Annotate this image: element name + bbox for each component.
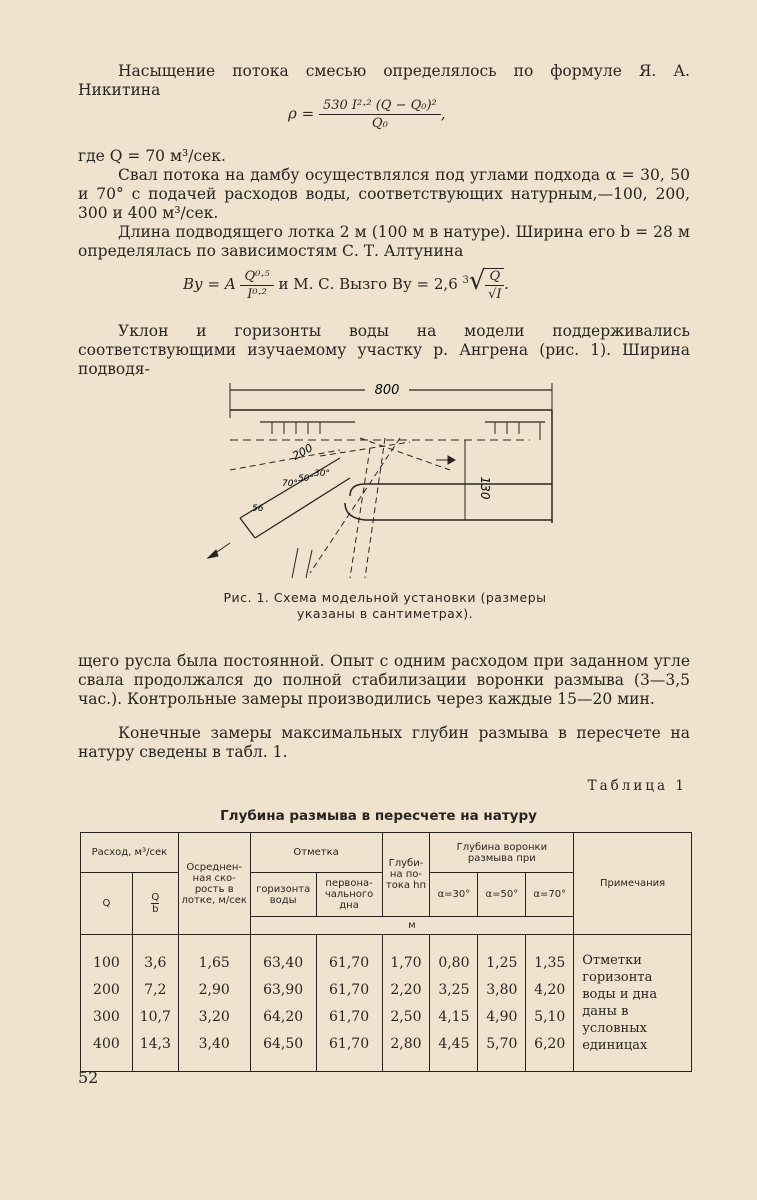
table-number: Таблица 1 bbox=[587, 778, 687, 794]
table-cell: 2,20 bbox=[382, 976, 430, 1003]
formula-tail: , bbox=[440, 104, 446, 123]
formula-altunin bbox=[183, 266, 509, 302]
dim-130-label: 130 bbox=[478, 476, 492, 500]
inclined-flume bbox=[240, 458, 350, 538]
flow-arrows bbox=[208, 456, 455, 578]
formula-denominator: Q₀ bbox=[371, 116, 388, 131]
paragraph-1: Насыщение потока смесью определялось по формуле Я. А. Никитина bbox=[78, 62, 690, 99]
table-cell: 3,6 bbox=[132, 949, 178, 976]
header-a70: α=70° bbox=[526, 873, 574, 917]
formula2-tail: . bbox=[504, 275, 509, 293]
table-cell: 63,40 bbox=[250, 949, 316, 976]
table-cell: 1,70 bbox=[382, 949, 430, 976]
table-cell: 300 bbox=[81, 1003, 133, 1030]
table-cell: 5,10 bbox=[526, 1003, 574, 1030]
table-cell: 3,20 bbox=[178, 1003, 250, 1030]
dim-200-label: 200 bbox=[290, 441, 315, 463]
formula2-den2: √I bbox=[488, 287, 502, 302]
header-a30: α=30° bbox=[430, 873, 478, 917]
header-depth: Глуби-на по-тока hп bbox=[382, 833, 430, 917]
table-cell: 1,35 bbox=[526, 949, 574, 976]
hatch-left bbox=[272, 422, 540, 440]
paragraph-where: где Q = 70 м³/сек. bbox=[78, 147, 226, 165]
figure-model-setup bbox=[200, 378, 570, 588]
header-a50: α=50° bbox=[478, 873, 526, 917]
header-q: Q bbox=[81, 873, 133, 935]
table-cell: 400 bbox=[81, 1030, 133, 1057]
table-cell: 61,70 bbox=[316, 1003, 382, 1030]
formula-nikitin bbox=[288, 98, 446, 131]
paragraph-2: Свал потока на дамбу осуществлялся под углами подхода α = 30, 50 и 70° с подачей расходов воды, соответствующих натурным,—100, 200, 300 и 400 м³/сек. bbox=[78, 166, 690, 222]
table-cell: 3,80 bbox=[478, 976, 526, 1003]
header-unit-m: м bbox=[250, 917, 574, 935]
header-q-b-den: b bbox=[152, 904, 159, 915]
table-cell: 1,25 bbox=[478, 949, 526, 976]
angle-70-label: 70° bbox=[282, 479, 298, 489]
formula2-mid: и М. С. Вызго Bу = 2,6 bbox=[278, 275, 458, 293]
formula2-lhs: Bу = A bbox=[183, 275, 236, 293]
table-cell: 61,70 bbox=[316, 949, 382, 976]
dim-800-label: 800 bbox=[374, 383, 400, 398]
table-cell: 4,90 bbox=[478, 1003, 526, 1030]
table-cell: 2,50 bbox=[382, 1003, 430, 1030]
paragraph-3: Длина подводящего лотка 2 м (100 м в натуре). Ширина его b = 28 м определялась по зависимостям С. Т. Алтунина bbox=[78, 223, 690, 260]
formula-lhs: ρ = bbox=[288, 104, 315, 123]
paragraph-6: Конечные замеры максимальных глубин размыва в пересчете на натуру сведены в табл. 1. bbox=[78, 724, 690, 761]
formula2-fraction-1 bbox=[240, 269, 273, 302]
formula2-fraction-2 bbox=[485, 268, 504, 302]
table-cell: 3,40 bbox=[178, 1030, 250, 1057]
formula-fraction bbox=[319, 98, 441, 131]
table-cell: 64,50 bbox=[250, 1030, 316, 1057]
dam-upper-edge bbox=[350, 484, 552, 496]
table-cell: 61,70 bbox=[316, 1030, 382, 1057]
header-initial-bed: первона-чального дна bbox=[316, 873, 382, 917]
header-q-b-num: Q bbox=[151, 892, 160, 903]
formula2-den1: I⁰·² bbox=[247, 286, 267, 302]
angle-30-label: 30° bbox=[314, 469, 330, 479]
header-discharge: Расход, м³/сек bbox=[81, 833, 179, 873]
formula2-root-sign: √ bbox=[468, 266, 486, 296]
table-note: Отметки горизонта воды и дна даны в условных единицах bbox=[574, 949, 692, 1057]
header-notes: Примечания bbox=[574, 833, 692, 935]
paragraph-5: щего русла была постоянной. Опыт с одним расходом при заданном угле свала продолжался до полной стабилизации воронки размыва (3—3,5 час.). Контрольные замеры производились через каждые 15—20 мин. bbox=[78, 652, 690, 708]
table-title: Глубина размыва в пересчете на натуру bbox=[220, 808, 537, 824]
table-cell: 7,2 bbox=[132, 976, 178, 1003]
figure-caption: Рис. 1. Схема модельной установки (размеры указаны в сантиметрах). bbox=[223, 590, 547, 621]
table-cell: 2,90 bbox=[178, 976, 250, 1003]
table-cell: 2,80 bbox=[382, 1030, 430, 1057]
header-elevation: Отметка bbox=[250, 833, 382, 873]
table-cell: 61,70 bbox=[316, 976, 382, 1003]
angle-50-label: 50° bbox=[298, 474, 314, 484]
table-row bbox=[81, 949, 692, 976]
table-cell: 10,7 bbox=[132, 1003, 178, 1030]
header-funnel: Глубина воронки размыва при bbox=[430, 833, 574, 873]
page-number: 52 bbox=[78, 1068, 99, 1087]
formula2-root-index: 3 bbox=[462, 275, 469, 286]
table-cell: 14,3 bbox=[132, 1030, 178, 1057]
formula2-num1: Q⁰·⁵ bbox=[240, 269, 273, 286]
table-cell: 64,20 bbox=[250, 1003, 316, 1030]
table-cell: 1,65 bbox=[178, 949, 250, 976]
table-cell: 4,20 bbox=[526, 976, 574, 1003]
paragraph-4: Уклон и горизонты воды на модели поддерживались соответствующими изучаемому участку р. Ангрена (рис. 1). Ширина подводя- bbox=[78, 322, 690, 378]
table-cell: 200 bbox=[81, 976, 133, 1003]
formula2-num2: Q bbox=[485, 269, 504, 286]
dam-lower-edge bbox=[345, 503, 552, 520]
header-q-b bbox=[132, 873, 178, 935]
table-cell: 6,20 bbox=[526, 1030, 574, 1057]
table-cell: 100 bbox=[81, 949, 133, 976]
dim-56-label: 56 bbox=[252, 504, 264, 514]
table-cell: 63,90 bbox=[250, 976, 316, 1003]
table-cell: 4,15 bbox=[430, 1003, 478, 1030]
header-water-level: горизонта воды bbox=[250, 873, 316, 917]
table-cell: 5,70 bbox=[478, 1030, 526, 1057]
header-velocity: Осреднен-ная ско-рость в лотке, м/сек bbox=[178, 833, 250, 935]
formula-numerator: 530 I²·² (Q − Q₀)² bbox=[319, 98, 441, 115]
table-cell: 4,45 bbox=[430, 1030, 478, 1057]
table-cell: 0,80 bbox=[430, 949, 478, 976]
results-table bbox=[80, 832, 692, 1072]
table-cell: 3,25 bbox=[430, 976, 478, 1003]
